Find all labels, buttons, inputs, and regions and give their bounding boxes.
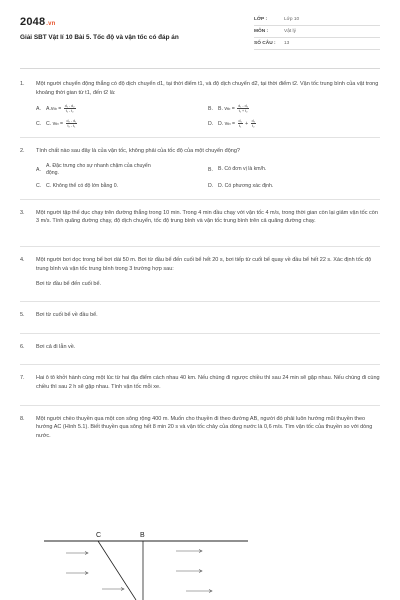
option-text: A. Đặc trưng cho sự nhanh chậm của chuyển động. <box>46 162 151 176</box>
question-divider <box>20 301 380 302</box>
meta-table <box>254 14 380 50</box>
var-sub: tb <box>53 106 57 112</box>
option-letter: B. <box>208 166 213 173</box>
var-sub: tb <box>55 121 59 127</box>
meta-value: Vật lý <box>284 29 296 34</box>
var-v: v <box>50 106 54 113</box>
question-number: 3. <box>20 209 25 216</box>
var-v: v <box>224 121 228 128</box>
option-formula: D. vtb = $\frac{\text{d₁}}{\text{t₁}}$ + $\frac{\text{d₂}}{\text{t₂}}$ <box>218 119 256 129</box>
question-text: Một người chuyển động thẳng có độ dịch chuyển d1, tại thời điểm t1, và độ dịch chuyển d2, tại thời điểm t2. Vận tốc trung bình của vật trong khoảng thời gian từ t1, đến t2 là: <box>36 81 379 96</box>
option-b[interactable] <box>208 104 380 113</box>
option-letter: D. <box>208 183 214 190</box>
meta-row-class <box>254 14 380 26</box>
question-3 <box>20 209 380 226</box>
question-number: 5. <box>20 312 25 319</box>
option-b[interactable] <box>208 163 380 177</box>
option-letter: A. <box>36 166 41 173</box>
question-1-options <box>36 104 380 128</box>
option-a[interactable] <box>36 163 208 177</box>
numerator: d₂ <box>251 119 256 124</box>
question-number: 6. <box>20 343 25 350</box>
question-7 <box>20 374 380 391</box>
document-title: Giải SBT Vật lí 10 Bài 5. Tốc độ và vận tốc có đáp án <box>20 34 179 41</box>
question-divider <box>20 246 380 247</box>
question-text: Một người chèo thuyền qua một con sông rộng 400 m. Muốn cho thuyền đi theo đường AB, người đó phải luôn hướng mũi thuyền theo hướng AC (Hình 5.1). Biết thuyền qua sông hết 8 min 20 s và vận tốc chảy của dòng nước là 0,6 m/s. Tìm vận tốc của thuyền so với dòng nước. <box>36 415 373 439</box>
meta-key: LỚP : <box>254 17 268 22</box>
question-2 <box>20 147 380 156</box>
meta-row-count <box>254 38 380 50</box>
question-number: 1. <box>20 81 25 87</box>
question-text: Một người tập thể dục chạy trên đường thẳng trong 10 min. Trong 4 min đầu chạy với vận tốc 4 m/s, trong thời gian còn lại giảm vận tốc còn 3 m/s. Tính quãng đường chạy, độ dịch chuyển, tốc độ trung bình và vận tốc trung bình trên cả quãng đường chạy. <box>36 209 378 225</box>
meta-value: Lớp 10 <box>284 17 300 22</box>
option-letter: D. <box>208 120 214 127</box>
header-divider <box>20 68 380 69</box>
question-text: Bơi từ cuối bể về đầu bể. <box>36 312 98 319</box>
question-4 <box>20 256 380 273</box>
fraction <box>238 119 243 128</box>
var-v: v <box>224 106 227 113</box>
question-6 <box>20 343 380 352</box>
question-number: 8. <box>20 415 25 422</box>
question-divider <box>20 405 380 406</box>
question-text: Hai ô tô khởi hành cùng một lúc từ hai địa điểm cách nhau 40 km. Nếu chúng đi ngược chiều thì sau 24 min sẽ gặp nhau. Nếu chúng đi cùng chiều thì sau 2 h sẽ gặp nhau. Tính vận tốc mỗi xe. <box>36 375 380 390</box>
question-divider <box>20 137 380 138</box>
denominator: t₂ - t₁ <box>67 124 76 129</box>
option-formula: A.vtb = $\frac{\text{d₁ - d₂}}{\text{t₁ - t₂}}$ <box>46 104 75 114</box>
option-c[interactable] <box>36 119 208 128</box>
fraction <box>237 104 249 113</box>
fraction <box>66 119 78 128</box>
question-1 <box>20 80 380 97</box>
var-v: v <box>52 121 56 128</box>
numerator: d₂ - d₁ <box>66 119 77 124</box>
document-header <box>20 14 380 60</box>
question-number: 4. <box>20 256 25 263</box>
option-letter: C. <box>36 120 42 127</box>
option-text: C. Không thể có độ lớn bằng 0. <box>46 182 119 189</box>
option-label: A. <box>46 106 51 113</box>
question-divider <box>20 364 380 365</box>
logo-text: 2048 <box>20 16 46 28</box>
fraction <box>64 104 76 113</box>
question-5 <box>20 311 380 320</box>
option-letter: B. <box>208 105 213 112</box>
meta-value: 13 <box>284 41 290 46</box>
site-logo[interactable] <box>20 16 56 28</box>
denominator: t₁ <box>239 124 242 129</box>
denominator: t₁ + t₂ <box>238 109 248 114</box>
option-a[interactable] <box>36 104 208 113</box>
option-letter: C. <box>36 183 42 190</box>
point-b-label: B <box>140 532 145 539</box>
numerator: d₁ - d₂ <box>64 104 75 109</box>
option-formula: C. vtb = $\frac{\text{d₂ - d₁}}{\text{t₂ - t₁}}$ <box>46 119 77 129</box>
var-sub: tb <box>227 121 231 127</box>
meta-key: SỐ CÂU : <box>254 41 276 46</box>
question-8 <box>20 415 380 441</box>
question-text: Một người bơi dọc trong bể bơi dài 50 m. Bơi từ đầu bể đến cuối bể hết 20 s, bơi tiếp từ cuối bể quay về đầu bể hết 22 s. Xác định tốc độ trung bình và vận tốc trung bình trong 3 trường hợp sau: <box>36 256 372 272</box>
point-c-label: C <box>96 532 102 539</box>
denominator: t₁ - t₂ <box>65 109 74 114</box>
question-number: 7. <box>20 375 25 382</box>
meta-row-subject <box>254 26 380 38</box>
question-divider <box>20 333 380 334</box>
option-letter: A. <box>36 105 41 112</box>
river-diagram <box>36 527 256 600</box>
var-sub: tb <box>226 106 231 112</box>
denominator: t₂ <box>252 124 255 129</box>
question-divider <box>20 199 380 200</box>
option-d[interactable] <box>208 119 380 128</box>
option-label: D. <box>218 121 224 128</box>
option-c[interactable] <box>36 183 208 190</box>
logo-suffix: .vn <box>46 21 56 27</box>
option-formula: B. vtb = $\frac{\text{d₁ - d₂}}{\text{t₁ + t₂}}$ <box>218 104 249 114</box>
question-2-options <box>36 163 380 190</box>
option-text: B. Có đơn vị là km/h. <box>218 166 267 173</box>
fraction <box>251 119 256 128</box>
question-text: Tính chất nào sau đây là của vận tốc, không phải của tốc độ của một chuyển động? <box>36 148 240 155</box>
option-d[interactable] <box>208 183 380 190</box>
river-diagram-svg <box>36 527 256 600</box>
question-list <box>20 80 380 440</box>
question-number: 2. <box>20 148 25 155</box>
option-label: C. <box>46 121 52 128</box>
meta-key: MÔN : <box>254 29 269 34</box>
option-label: B. <box>218 106 223 113</box>
question-text: Bơi cả đi lẫn về. <box>36 343 76 350</box>
question-4-subpart: Bơi từ đầu bể đến cuối bể. <box>36 281 102 288</box>
option-text: D. Có phương xác định. <box>218 182 274 189</box>
numerator: d₁ - d₂ <box>238 104 249 109</box>
current-arrows <box>66 550 212 593</box>
heading-line-ac <box>98 541 136 600</box>
numerator: d₁ <box>238 119 242 124</box>
